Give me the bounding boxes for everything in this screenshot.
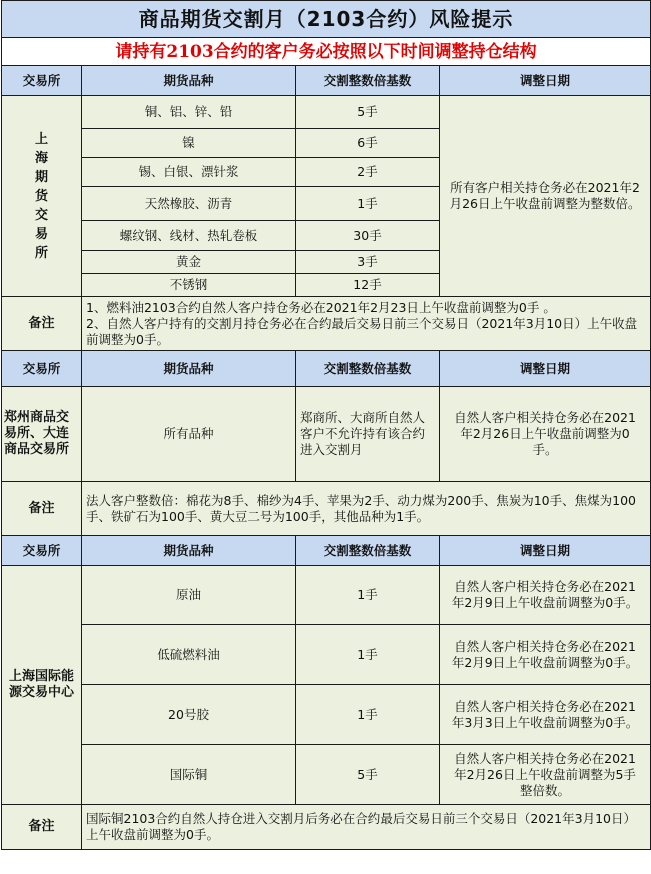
shfe-variety: 铜、铝、锌、铅 — [82, 96, 296, 129]
shfe-variety: 天然橡胶、沥青 — [82, 187, 296, 221]
ine-multiple: 1手 — [296, 566, 440, 625]
shfe-variety: 黄金 — [82, 251, 296, 274]
ine-variety: 国际铜 — [82, 745, 296, 805]
shfe-multiple: 1手 — [296, 187, 440, 221]
zce-dce-note: 法人客户整数倍：棉花为8手、棉纱为4手、苹果为2手、动力煤为200手、焦炭为10手、焦煤为100手、铁矿石为100手、黄大豆二号为100手，其他品种为1手。 — [82, 482, 651, 536]
shfe-note-label: 备注 — [2, 297, 82, 351]
header-variety: 期货品种 — [82, 66, 296, 96]
shfe-multiple: 12手 — [296, 274, 440, 297]
header-date: 调整日期 — [440, 66, 651, 96]
shfe-note-line: 1、燃料油2103合约自然人客户持仓务必在2021年2月23日上午收盘前调整为0手 。 — [86, 299, 556, 315]
shfe-variety: 锡、白银、漂针浆 — [82, 158, 296, 187]
shfe-variety: 螺纹钢、线材、热轧卷板 — [82, 221, 296, 251]
ine-note: 国际铜2103合约自然人持仓进入交割月后务必在合约最后交易日前三个交易日（2021年3月10日）上午收盘前调整为0手。 — [82, 805, 651, 850]
shfe-name-vertical: 上海期货交易所 — [34, 131, 48, 261]
zce-dce-multiple: 郑商所、大商所自然人客户不允许持有该合约进入交割月 — [296, 387, 440, 482]
zce-dce-date-text: 自然人客户相关持仓务必在2021年2月26日上午收盘前调整为0手。 — [440, 387, 651, 482]
shfe-note-line: 2、自然人客户持有的交割月持仓务必在合约最后交易日前三个交易日（2021年3月10日）上午收盘前调整为0手。 — [86, 315, 638, 347]
header-date: 调整日期 — [440, 351, 651, 387]
ine-date-text: 自然人客户相关持仓务必在2021年2月9日上午收盘前调整为0手。 — [440, 566, 651, 625]
header-variety: 期货品种 — [82, 536, 296, 566]
ine-variety: 低硫燃料油 — [82, 625, 296, 685]
ine-date-text: 自然人客户相关持仓务必在2021年2月26日上午收盘前调整为5手整倍数。 — [440, 745, 651, 805]
shfe-multiple: 3手 — [296, 251, 440, 274]
ine-date-text: 自然人客户相关持仓务必在2021年2月9日上午收盘前调整为0手。 — [440, 625, 651, 685]
header-exchange: 交易所 — [2, 351, 82, 387]
zce-dce-exchange-name: 郑州商品交易所、大连商品交易所 — [2, 387, 82, 482]
ine-date-text: 自然人客户相关持仓务必在2021年3月3日上午收盘前调整为0手。 — [440, 685, 651, 745]
zce-dce-variety: 所有品种 — [82, 387, 296, 482]
header-multiple: 交割整数倍基数 — [296, 66, 440, 96]
header-exchange: 交易所 — [2, 536, 82, 566]
ine-note-label: 备注 — [2, 805, 82, 850]
zce-dce-note-label: 备注 — [2, 482, 82, 536]
shfe-variety: 不锈钢 — [82, 274, 296, 297]
header-variety: 期货品种 — [82, 351, 296, 387]
shfe-multiple: 2手 — [296, 158, 440, 187]
page-title: 商品期货交割月（2103合约）风险提示 — [2, 1, 651, 38]
header-multiple: 交割整数倍基数 — [296, 536, 440, 566]
ine-variety: 原油 — [82, 566, 296, 625]
ine-multiple: 1手 — [296, 685, 440, 745]
risk-notice-table — [1, 0, 651, 850]
header-exchange: 交易所 — [2, 66, 82, 96]
shfe-exchange-name — [2, 96, 82, 297]
shfe-note — [82, 297, 651, 351]
ine-exchange-name: 上海国际能源交易中心 — [2, 566, 82, 805]
shfe-date-text: 所有客户相关持仓务必在2021年2月26日上午收盘前调整为整数倍。 — [440, 96, 651, 297]
header-multiple: 交割整数倍基数 — [296, 351, 440, 387]
shfe-multiple: 5手 — [296, 96, 440, 129]
header-date: 调整日期 — [440, 536, 651, 566]
page-subtitle: 请持有2103合约的客户务必按照以下时间调整持仓结构 — [2, 38, 651, 66]
ine-multiple: 5手 — [296, 745, 440, 805]
shfe-multiple: 6手 — [296, 129, 440, 158]
ine-variety: 20号胶 — [82, 685, 296, 745]
shfe-multiple: 30手 — [296, 221, 440, 251]
ine-multiple: 1手 — [296, 625, 440, 685]
shfe-variety: 镍 — [82, 129, 296, 158]
